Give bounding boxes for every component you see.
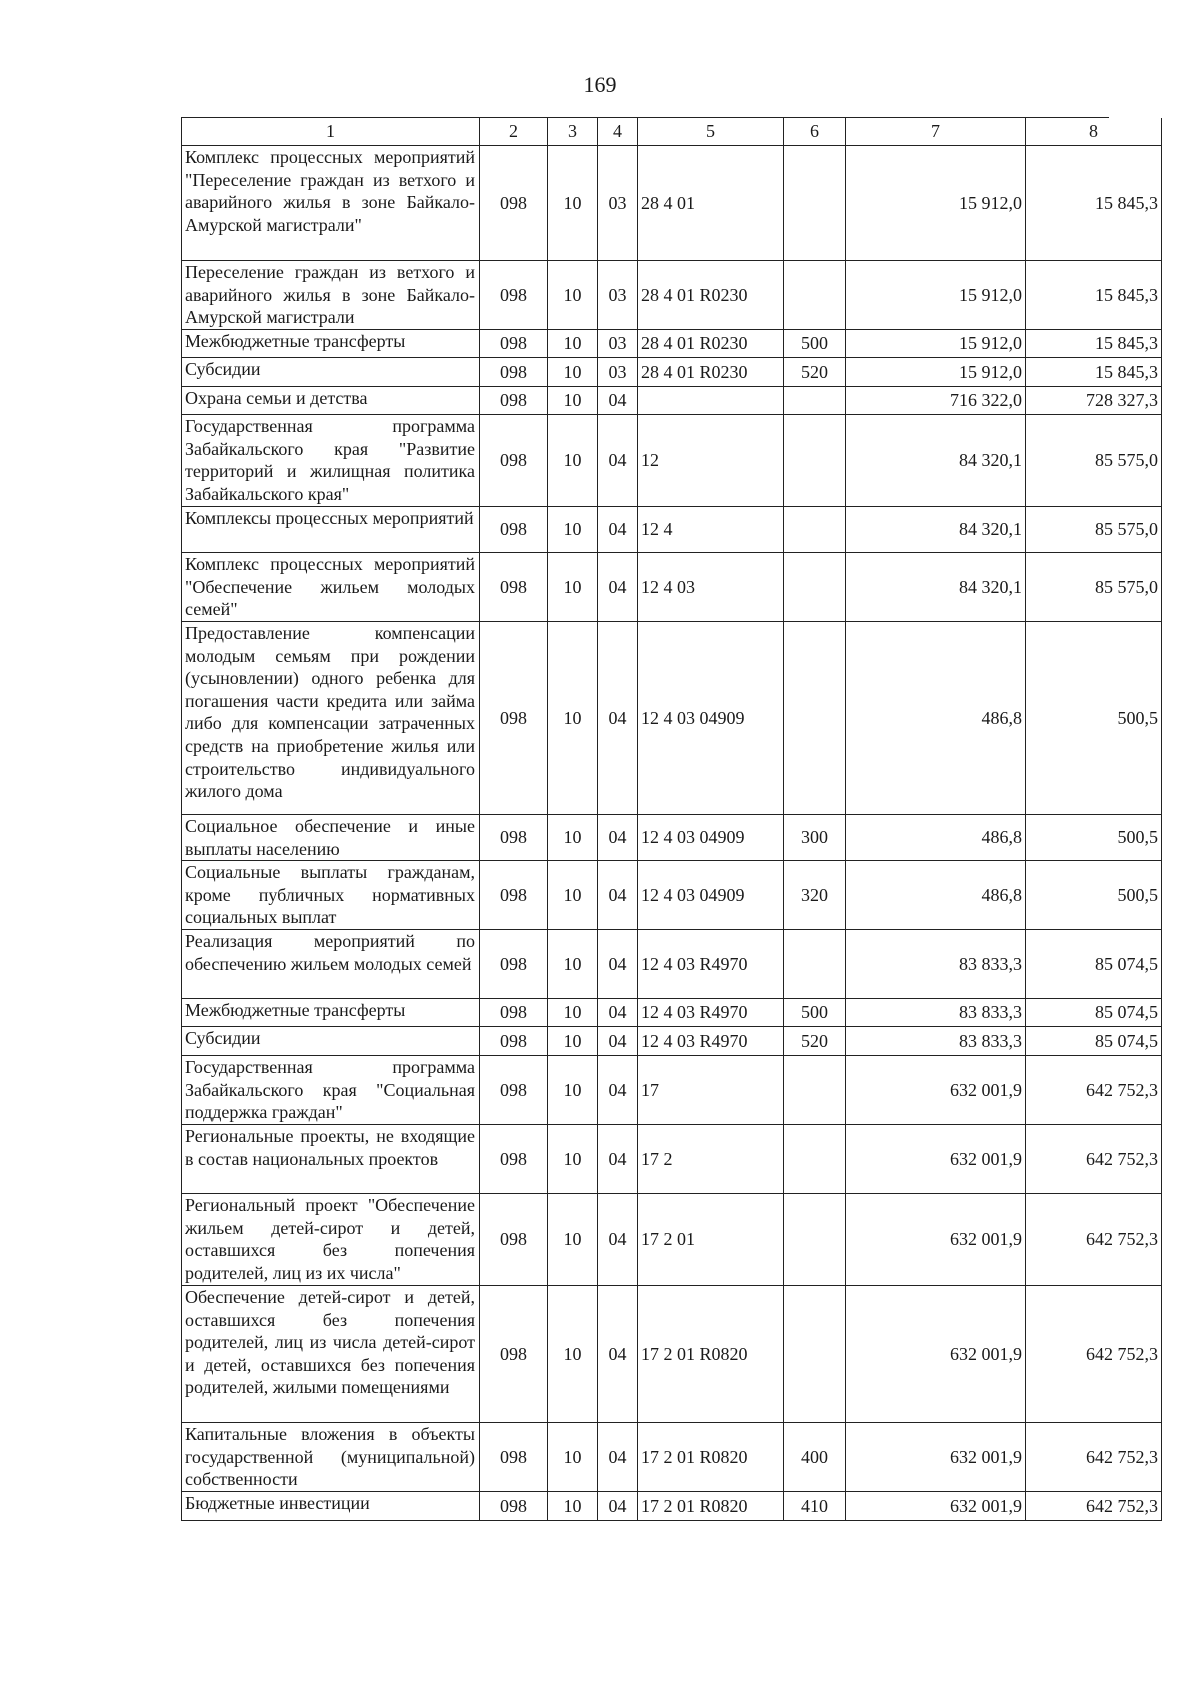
- header-cell: 6: [784, 118, 846, 146]
- target-article-cell: 17 2: [638, 1125, 784, 1194]
- expense-type-cell: [784, 387, 846, 415]
- expense-type-cell: [784, 1286, 846, 1423]
- table-row: [182, 1286, 1158, 1423]
- target-article-cell: 17 2 01 R0820: [638, 1492, 784, 1521]
- amount-col8-cell: 85 575,0: [1026, 415, 1162, 507]
- subsection-cell: 04: [598, 930, 638, 999]
- target-article-cell: 28 4 01 R0230: [638, 358, 784, 387]
- amount-col7-cell: 83 833,3: [846, 999, 1026, 1027]
- table-row: [182, 415, 1158, 507]
- amount-col8-cell: 85 074,5: [1026, 1027, 1162, 1056]
- section-cell: 10: [548, 553, 598, 622]
- page-number: 169: [583, 72, 617, 97]
- header-cell: 5: [638, 118, 784, 146]
- amount-col8-cell: 15 845,3: [1026, 330, 1162, 358]
- row-name-cell: Комплекс процессных мероприятий "Обеспечение жильем молодых семей": [182, 553, 480, 622]
- expense-type-cell: [784, 553, 846, 622]
- table-row: [182, 358, 1158, 387]
- amount-col8-cell: 642 752,3: [1026, 1286, 1162, 1423]
- expense-type-cell: 520: [784, 358, 846, 387]
- gov-code-cell: 098: [480, 261, 548, 330]
- section-cell: 10: [548, 330, 598, 358]
- expense-type-cell: 320: [784, 861, 846, 930]
- section-cell: 10: [548, 999, 598, 1027]
- expense-type-cell: [784, 146, 846, 261]
- amount-col8-cell: 85 074,5: [1026, 999, 1162, 1027]
- table-body: [182, 146, 1158, 1521]
- amount-col7-cell: 632 001,9: [846, 1286, 1026, 1423]
- target-article-cell: 12: [638, 415, 784, 507]
- table-row: [182, 999, 1158, 1027]
- expense-type-cell: [784, 1125, 846, 1194]
- subsection-cell: 04: [598, 1056, 638, 1125]
- gov-code-cell: 098: [480, 358, 548, 387]
- row-name-cell: Реализация мероприятий по обеспечению жильем молодых семей: [182, 930, 480, 999]
- subsection-cell: 03: [598, 261, 638, 330]
- section-cell: 10: [548, 358, 598, 387]
- row-name-cell: Переселение граждан из ветхого и аварийного жилья в зоне Байкало-Амурской магистрали: [182, 261, 480, 330]
- amount-col8-cell: 500,5: [1026, 622, 1162, 815]
- amount-col8-cell: 642 752,3: [1026, 1194, 1162, 1286]
- header-cell: 3: [548, 118, 598, 146]
- target-article-cell: 17 2 01 R0820: [638, 1423, 784, 1492]
- amount-col8-cell: 642 752,3: [1026, 1056, 1162, 1125]
- expense-type-cell: 300: [784, 815, 846, 861]
- table-row: [182, 261, 1158, 330]
- header-cell: 2: [480, 118, 548, 146]
- subsection-cell: 04: [598, 1125, 638, 1194]
- amount-col7-cell: 486,8: [846, 861, 1026, 930]
- target-article-cell: 12 4 03 R4970: [638, 930, 784, 999]
- target-article-cell: 12 4 03 04909: [638, 861, 784, 930]
- gov-code-cell: 098: [480, 1027, 548, 1056]
- expense-type-cell: 520: [784, 1027, 846, 1056]
- subsection-cell: 04: [598, 415, 638, 507]
- section-cell: 10: [548, 861, 598, 930]
- expense-type-cell: 500: [784, 330, 846, 358]
- table-row: [182, 622, 1158, 815]
- amount-col8-cell: 85 074,5: [1026, 930, 1162, 999]
- amount-col7-cell: 486,8: [846, 622, 1026, 815]
- row-name-cell: Охрана семьи и детства: [182, 387, 480, 415]
- gov-code-cell: 098: [480, 553, 548, 622]
- expense-type-cell: [784, 930, 846, 999]
- amount-col8-cell: 642 752,3: [1026, 1125, 1162, 1194]
- target-article-cell: 12 4: [638, 507, 784, 553]
- amount-col8-cell: 85 575,0: [1026, 553, 1162, 622]
- section-cell: 10: [548, 1423, 598, 1492]
- amount-col7-cell: 15 912,0: [846, 330, 1026, 358]
- section-cell: 10: [548, 815, 598, 861]
- table-row: [182, 861, 1158, 930]
- amount-col8-cell: 15 845,3: [1026, 146, 1162, 261]
- row-name-cell: Региональный проект "Обеспечение жильем детей-сирот и детей, оставшихся без попечения родителей, лиц из их числа": [182, 1194, 480, 1286]
- target-article-cell: 17: [638, 1056, 784, 1125]
- gov-code-cell: 098: [480, 1056, 548, 1125]
- gov-code-cell: 098: [480, 1423, 548, 1492]
- gov-code-cell: 098: [480, 930, 548, 999]
- expense-type-cell: [784, 261, 846, 330]
- row-name-cell: Региональные проекты, не входящие в состав национальных проектов: [182, 1125, 480, 1194]
- gov-code-cell: 098: [480, 387, 548, 415]
- section-cell: 10: [548, 261, 598, 330]
- amount-col7-cell: 84 320,1: [846, 553, 1026, 622]
- gov-code-cell: 098: [480, 1492, 548, 1521]
- section-cell: 10: [548, 930, 598, 999]
- subsection-cell: 04: [598, 1194, 638, 1286]
- expense-type-cell: 500: [784, 999, 846, 1027]
- amount-col8-cell: 642 752,3: [1026, 1492, 1162, 1521]
- amount-col7-cell: 632 001,9: [846, 1194, 1026, 1286]
- table-row: [182, 1027, 1158, 1056]
- amount-col7-cell: 486,8: [846, 815, 1026, 861]
- section-cell: 10: [548, 1286, 598, 1423]
- header-cell: 1: [182, 118, 480, 146]
- row-name-cell: Субсидии: [182, 358, 480, 387]
- table-row: [182, 330, 1158, 358]
- amount-col7-cell: 632 001,9: [846, 1056, 1026, 1125]
- section-cell: 10: [548, 507, 598, 553]
- table-row: [182, 1492, 1158, 1521]
- table-row: [182, 387, 1158, 415]
- target-article-cell: [638, 387, 784, 415]
- target-article-cell: 28 4 01: [638, 146, 784, 261]
- amount-col8-cell: 500,5: [1026, 815, 1162, 861]
- gov-code-cell: 098: [480, 622, 548, 815]
- subsection-cell: 04: [598, 507, 638, 553]
- table-row: [182, 1194, 1158, 1286]
- row-name-cell: Предоставление компенсации молодым семьям при рождении (усыновлении) одного ребенка для погашения части кредита или займа либо для компенсации затраченных средств на приобретение жилья или строительство индивидуального жилого дома: [182, 622, 480, 815]
- subsection-cell: 04: [598, 387, 638, 415]
- expense-type-cell: [784, 507, 846, 553]
- table-row: [182, 1056, 1158, 1125]
- header-cell: 8: [1026, 118, 1162, 146]
- section-cell: 10: [548, 1194, 598, 1286]
- row-name-cell: Комплекс процессных мероприятий "Переселение граждан из ветхого и аварийного жилья в зоне Байкало-Амурской магистрали": [182, 146, 480, 261]
- amount-col7-cell: 83 833,3: [846, 930, 1026, 999]
- amount-col7-cell: 84 320,1: [846, 507, 1026, 553]
- row-name-cell: Обеспечение детей-сирот и детей, оставшихся без попечения родителей, лиц из числа детей-сирот и детей, оставшихся без попечения родителей, жилыми помещениями: [182, 1286, 480, 1423]
- row-name-cell: Государственная программа Забайкальского края "Социальная поддержка граждан": [182, 1056, 480, 1125]
- header-cell: 4: [598, 118, 638, 146]
- amount-col7-cell: 15 912,0: [846, 261, 1026, 330]
- target-article-cell: 12 4 03 04909: [638, 622, 784, 815]
- table-row: [182, 815, 1158, 861]
- table-row: [182, 146, 1158, 261]
- expense-type-cell: [784, 622, 846, 815]
- table-row: [182, 1423, 1158, 1492]
- target-article-cell: 12 4 03 R4970: [638, 1027, 784, 1056]
- gov-code-cell: 098: [480, 861, 548, 930]
- amount-col7-cell: 716 322,0: [846, 387, 1026, 415]
- subsection-cell: 04: [598, 861, 638, 930]
- gov-code-cell: 098: [480, 1194, 548, 1286]
- amount-col8-cell: 15 845,3: [1026, 358, 1162, 387]
- gov-code-cell: 098: [480, 330, 548, 358]
- header-row: [182, 118, 1109, 146]
- amount-col7-cell: 632 001,9: [846, 1423, 1026, 1492]
- gov-code-cell: 098: [480, 146, 548, 261]
- subsection-cell: 04: [598, 815, 638, 861]
- section-cell: 10: [548, 1492, 598, 1521]
- amount-col8-cell: 500,5: [1026, 861, 1162, 930]
- target-article-cell: 12 4 03 04909: [638, 815, 784, 861]
- subsection-cell: 04: [598, 553, 638, 622]
- target-article-cell: 17 2 01 R0820: [638, 1286, 784, 1423]
- table-row: [182, 553, 1158, 622]
- gov-code-cell: 098: [480, 1125, 548, 1194]
- amount-col8-cell: 15 845,3: [1026, 261, 1162, 330]
- subsection-cell: 03: [598, 146, 638, 261]
- gov-code-cell: 098: [480, 999, 548, 1027]
- row-name-cell: Комплексы процессных мероприятий: [182, 507, 480, 553]
- subsection-cell: 04: [598, 1286, 638, 1423]
- section-cell: 10: [548, 622, 598, 815]
- subsection-cell: 04: [598, 1492, 638, 1521]
- row-name-cell: Межбюджетные трансферты: [182, 999, 480, 1027]
- amount-col8-cell: 728 327,3: [1026, 387, 1162, 415]
- row-name-cell: Бюджетные инвестиции: [182, 1492, 480, 1521]
- amount-col8-cell: 642 752,3: [1026, 1423, 1162, 1492]
- budget-table: [181, 117, 1158, 1521]
- amount-col7-cell: 84 320,1: [846, 415, 1026, 507]
- target-article-cell: 12 4 03 R4970: [638, 999, 784, 1027]
- gov-code-cell: 098: [480, 507, 548, 553]
- table-row: [182, 507, 1158, 553]
- gov-code-cell: 098: [480, 815, 548, 861]
- section-cell: 10: [548, 1056, 598, 1125]
- target-article-cell: 12 4 03: [638, 553, 784, 622]
- amount-col7-cell: 15 912,0: [846, 146, 1026, 261]
- amount-col8-cell: 85 575,0: [1026, 507, 1162, 553]
- expense-type-cell: 400: [784, 1423, 846, 1492]
- subsection-cell: 04: [598, 622, 638, 815]
- section-cell: 10: [548, 387, 598, 415]
- subsection-cell: 03: [598, 358, 638, 387]
- amount-col7-cell: 632 001,9: [846, 1125, 1026, 1194]
- expense-type-cell: [784, 415, 846, 507]
- gov-code-cell: 098: [480, 1286, 548, 1423]
- expense-type-cell: [784, 1194, 846, 1286]
- table-row: [182, 930, 1158, 999]
- row-name-cell: Государственная программа Забайкальского края "Развитие территорий и жилищная политика Забайкальского края": [182, 415, 480, 507]
- amount-col7-cell: 632 001,9: [846, 1492, 1026, 1521]
- amount-col7-cell: 15 912,0: [846, 358, 1026, 387]
- subsection-cell: 04: [598, 999, 638, 1027]
- target-article-cell: 28 4 01 R0230: [638, 261, 784, 330]
- header-cell: 7: [846, 118, 1026, 146]
- row-name-cell: Капитальные вложения в объекты государственной (муниципальной) собственности: [182, 1423, 480, 1492]
- target-article-cell: 17 2 01: [638, 1194, 784, 1286]
- expense-type-cell: 410: [784, 1492, 846, 1521]
- table-row: [182, 1125, 1158, 1194]
- section-cell: 10: [548, 1125, 598, 1194]
- target-article-cell: 28 4 01 R0230: [638, 330, 784, 358]
- row-name-cell: Социальные выплаты гражданам, кроме публичных нормативных социальных выплат: [182, 861, 480, 930]
- row-name-cell: Социальное обеспечение и иные выплаты населению: [182, 815, 480, 861]
- subsection-cell: 04: [598, 1423, 638, 1492]
- amount-col7-cell: 83 833,3: [846, 1027, 1026, 1056]
- gov-code-cell: 098: [480, 415, 548, 507]
- subsection-cell: 03: [598, 330, 638, 358]
- section-cell: 10: [548, 146, 598, 261]
- row-name-cell: Субсидии: [182, 1027, 480, 1056]
- subsection-cell: 04: [598, 1027, 638, 1056]
- expense-type-cell: [784, 1056, 846, 1125]
- row-name-cell: Межбюджетные трансферты: [182, 330, 480, 358]
- section-cell: 10: [548, 1027, 598, 1056]
- section-cell: 10: [548, 415, 598, 507]
